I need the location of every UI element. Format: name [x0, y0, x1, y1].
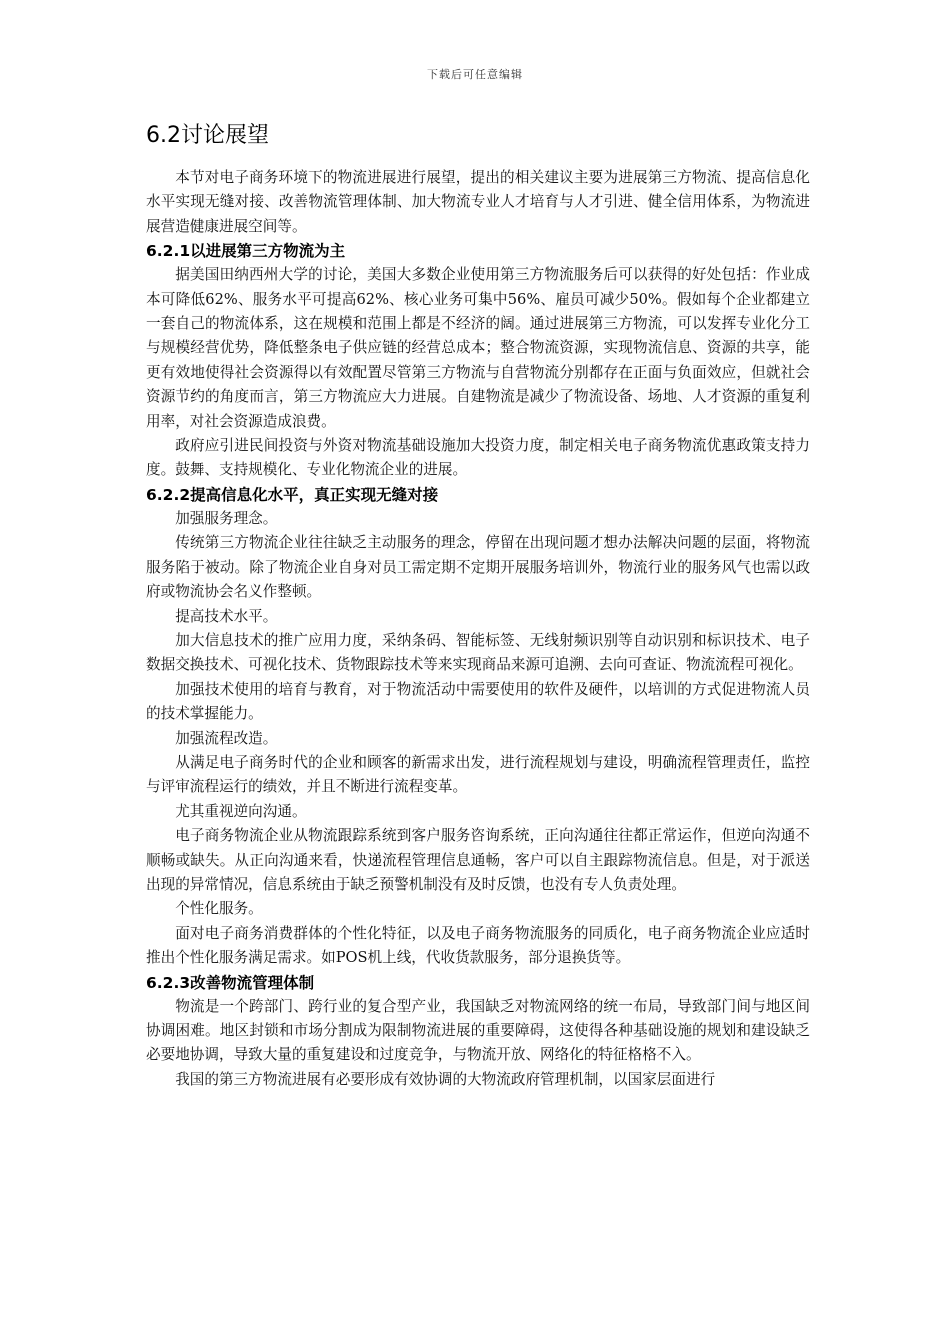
item-heading: 个性化服务。	[175, 900, 263, 918]
paragraph: 加大信息技术的推广应用力度，采纳条码、智能标签、无线射频识别等自动识别和标识技术、电子数据交换技术、可视化技术、货物跟踪技术等来实现商品来源可追溯、去向可查证、物流流程可视化。	[146, 631, 810, 674]
paragraph: 面对电子商务消费群体的个性化特征，以及电子商务物流服务的同质化，电子商务物流企业应适时推出个性化服务满足需求。如POS机上线，代收货款服务，部分退换货等。	[146, 924, 810, 967]
header-note: 下载后可任意编辑	[427, 68, 523, 81]
paragraph: 传统第三方物流企业往往缺乏主动服务的理念，停留在出现问题才想办法解决问题的层面，将物流服务陷于被动。除了物流企业自身对员工需定期不定期开展服务培训外，物流行业的服务风气也需以政府或物流协会名义作整顿。	[146, 534, 810, 601]
paragraph: 加强技术使用的培育与教育，对于物流活动中需要使用的软件及硬件，以培训的方式促进物流人员的技术掌握能力。	[146, 680, 810, 723]
paragraph: 从满足电子商务时代的企业和顾客的新需求出发，进行流程规划与建设，明确流程管理责任，监控与评审流程运行的绩效，并且不断进行流程变革。	[146, 753, 810, 796]
paragraph: 政府应引进民间投资与外资对物流基础设施加大投资力度，制定相关电子商务物流优惠政策支持力度。鼓舞、支持规模化、专业化物流企业的进展。	[146, 437, 810, 479]
paragraph: 电子商务物流企业从物流跟踪系统到客户服务咨询系统，正向沟通往往都正常运作，但逆向沟通不顺畅或缺失。从正向沟通来看，快递流程管理信息通畅，客户可以自主跟踪物流信息。但是，对于派送出现的异常情况，信息系统由于缺乏预警机制没有及时反馈，也没有专人负责处理。	[146, 827, 810, 893]
paragraph: 物流是一个跨部门、跨行业的复合型产业，我国缺乏对物流网络的统一布局，导致部门间与地区间协调困难。地区封锁和市场分割成为限制物流进展的重要障碍，这使得各种基础设施的规划和建设缺乏必要地协调，导致大量的重复建设和过度竞争，与物流开放、网络化的特征格格不入。	[146, 997, 810, 1064]
document-body	[146, 120, 810, 1092]
item-heading: 加强流程改造。	[175, 729, 278, 747]
item-heading: 提高技术水平。	[175, 607, 278, 625]
item-heading: 尤其重视逆向沟通。	[175, 802, 307, 820]
section-title: 6.2讨论展望	[146, 123, 269, 148]
subsection-title-6-2-1: 6.2.1以进展第三方物流为主	[146, 242, 346, 261]
paragraph: 我国的第三方物流进展有必要形成有效协调的大物流政府管理机制，以国家层面进行	[175, 1070, 716, 1088]
subsection-title-6-2-2: 6.2.2提高信息化水平，真正实现无缝对接	[146, 485, 439, 504]
subsection-title-6-2-3: 6.2.3改善物流管理体制	[146, 973, 315, 992]
section-intro-paragraph: 本节对电子商务环境下的物流进展进行展望，提出的相关建议主要为进展第三方物流、提高信息化水平实现无缝对接、改善物流管理体制、加大物流专业人才培育与人才引进、健全信用体系，为物流进展营造健康进展空间等。	[146, 169, 810, 235]
paragraph: 据美国田纳西州大学的讨论，美国大多数企业使用第三方物流服务后可以获得的好处包括：作业成本可降低62%、服务水平可提高62%、核心业务可集中56%、雇员可减少50%。假如每个企业都建立一套自己的物流体系，这在规模和范围上都是不经济的阔。通过进展第三方物流，可以发挥专业化分工与规模经营优势，降低整条电子供应链的经营总成本；整合物流资源，实现物流信息、资源的共享，能更有效地使得社会资源得以有效配置尽管第三方物流与自营物流分别都存在正面与负面效应，但就社会资源节约的角度而言，第三方物流应大力进展。自建物流是减少了物流设备、场地、人才资源的重复利用率，对社会资源造成浪费。	[146, 266, 810, 430]
item-heading: 加强服务理念。	[175, 509, 278, 527]
